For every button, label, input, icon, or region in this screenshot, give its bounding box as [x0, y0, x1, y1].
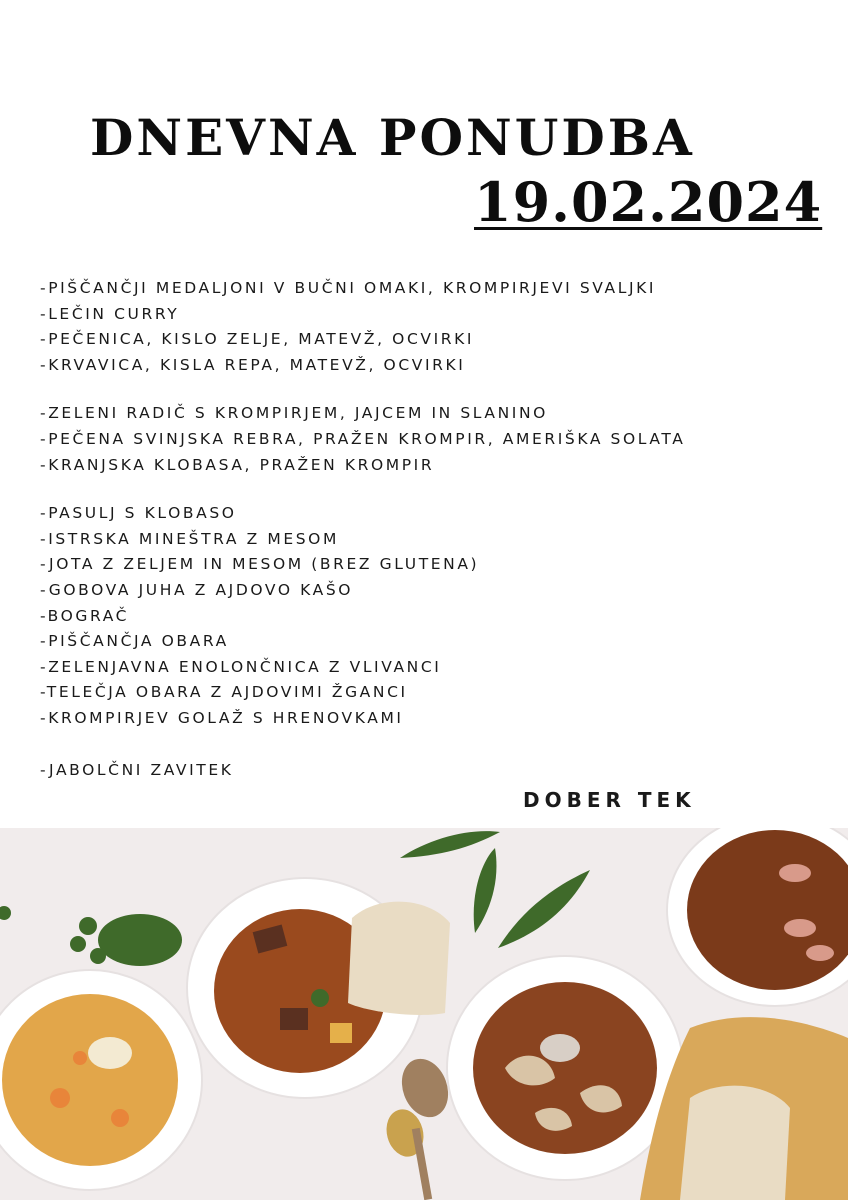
menu-item: -KRVAVICA, KISLA REPA, MATEVŽ, OCVIRKI [40, 355, 466, 374]
menu-item: -PIŠČANČJA OBARA [40, 632, 229, 651]
menu-item: -ISTRSKA MINEŠTRA Z MESOM [40, 529, 339, 548]
menu-group-dessert [40, 758, 830, 784]
page-title: DNEVNA PONUDBA [90, 108, 695, 167]
food-photo-soups-icon [0, 828, 848, 1200]
menu-item: -PEČENA SVINJSKA REBRA, PRAŽEN KROMPIR, AMERIŠKA SOLATA [40, 429, 686, 448]
menu-item: -JOTA Z ZELJEM IN MESOM (BREZ GLUTENA) [40, 555, 480, 574]
menu-item: -TELEČJA OBARA Z AJDOVIMI ŽGANCI [40, 683, 408, 702]
menu-item: -JABOLČNI ZAVITEK [40, 760, 234, 779]
menu-group-stews [40, 501, 830, 731]
menu-list [40, 276, 830, 806]
menu-date: 19.02.2024 [474, 170, 823, 234]
menu-group-mains [40, 276, 830, 378]
menu-item: -GOBOVA JUHA Z AJDOVO KAŠO [40, 580, 354, 599]
menu-item: -LEČIN CURRY [40, 304, 180, 323]
menu-item: -PEČENICA, KISLO ZELJE, MATEVŽ, OCVIRKI [40, 330, 475, 349]
menu-item: -ZELENJAVNA ENOLONČNICA Z VLIVANCI [40, 657, 442, 676]
menu-item: -PIŠČANČJI MEDALJONI V BUČNI OMAKI, KROMPIRJEVI SVALJKI [40, 279, 657, 297]
menu-group-specials [40, 401, 830, 478]
menu-item: -BOGRAČ [40, 606, 130, 625]
menu-item: -KRANJSKA KLOBASA, PRAŽEN KROMPIR [40, 455, 435, 474]
menu-item: -ZELENI RADIČ S KROMPIRJEM, JAJCEM IN SLANINO [40, 404, 548, 423]
menu-item: -KROMPIRJEV GOLAŽ S HRENOVKAMI [40, 708, 404, 727]
menu-item: -PASULJ S KLOBASO [40, 504, 237, 523]
closing-text: DOBER TEK [523, 788, 696, 812]
